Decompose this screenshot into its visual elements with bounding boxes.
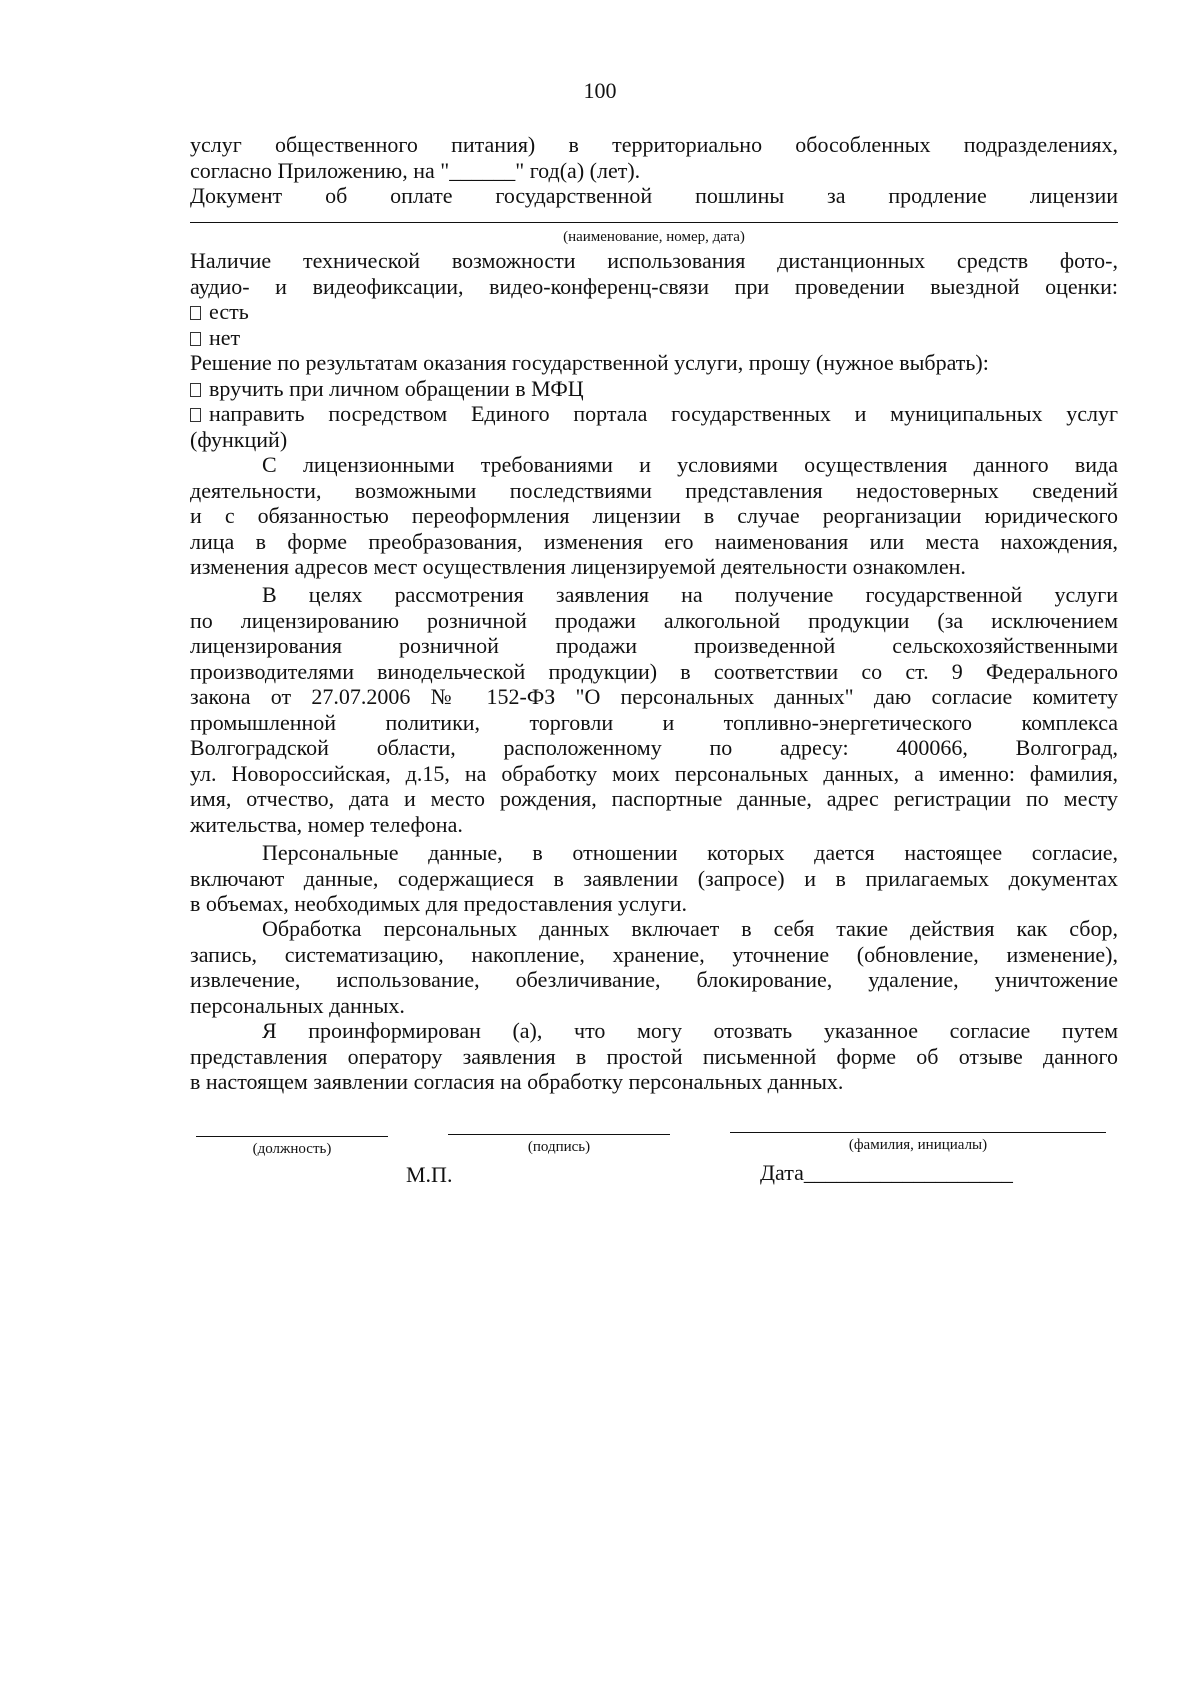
paragraph-withdrawal [190,1018,1118,1095]
text-line: Я проинформирован (а), что могу отозвать указанное согласие путем [262,1018,1118,1043]
text-line: представления оператору заявления в простой письменной форме об отзыве данного [190,1043,1118,1069]
option-portal-label: направить посредством Единого портала государственных и муниципальных услуг [209,401,1118,426]
text-line: запись, систематизацию, накопление, хранение, уточнение (обновление, изменение), [190,941,1118,967]
position-caption: (должность) [252,1141,332,1157]
option-no[interactable] [190,325,1118,351]
text-line: Персональные данные, в отношении которых дается настоящее согласие, [262,840,1118,865]
position-field-line[interactable] [196,1136,388,1137]
text-line: лицензирования розничной продажи произведенной сельскохозяйственными [190,633,1118,658]
text-line: закона от 27.07.2006 № 152-ФЗ "О персональных данных" даю согласие комитету [190,684,1118,709]
stamp-label: М.П. [406,1162,453,1187]
page-number: 100 [583,78,617,103]
option-mfc-label: вручить при личном обращении в МФЦ [209,375,584,401]
intro-line-3: Документ об оплате государственной пошлины за продление лицензии [190,183,1118,208]
text-line: изменения адресов мест осуществления лицензируемой деятельности ознакомлен. [190,554,966,579]
text-line: ул. Новороссийская, д.15, на обработку моих персональных данных, а именно: фамилия, [190,760,1118,786]
tech-line-1: Наличие технической возможности использования дистанционных средств фото-, [190,248,1118,273]
text-line: извлечение, использование, обезличивание, блокирование, удаление, уничтожение [190,967,1118,992]
text-line: по лицензированию розничной продажи алкогольной продукции (за исключением [190,607,1118,633]
tech-block [190,248,1118,452]
text-line: С лицензионными требованиями и условиями осуществления данного вида [262,452,1118,477]
text-line: имя, отчество, дата и место рождения, паспортные данные, адрес регистрации по месту [190,786,1118,811]
checkbox-icon[interactable] [190,408,201,422]
date-blank: ___________________ [803,1160,1013,1185]
option-yes[interactable] [190,299,1118,325]
date-field[interactable] [760,1160,1013,1186]
intro-line-1: услуг общественного питания) в территориально обособленных подразделениях, [190,132,1118,157]
checkbox-icon[interactable] [190,332,201,346]
name-caption: (фамилия, инициалы) [848,1137,988,1153]
intro-block [190,132,1118,209]
tech-line-2: аудио- и видеофиксации, видео-конференц-связи при проведении выездной оценки: [190,273,1118,299]
paragraph-processing [190,916,1118,1018]
text-line: персональных данных. [190,992,405,1018]
checkbox-icon[interactable] [190,383,201,397]
text-line: в настоящем заявлении согласия на обработку персональных данных. [190,1069,844,1094]
option-portal[interactable] [190,401,1118,427]
document-field-caption: (наименование, номер, дата) [563,229,745,245]
text-line: В целях рассмотрения заявления на получение государственной услуги [262,582,1118,607]
text-line: жительства, номер телефона. [190,811,463,837]
document-field-line[interactable] [190,222,1118,223]
text-line: лица в форме преобразования, изменения его наименования или места нахождения, [190,528,1118,554]
text-line: деятельности, возможными последствиями представления недостоверных сведений [190,477,1118,503]
paragraph-acknowledgement [190,452,1118,580]
paragraph-consent [190,582,1118,837]
text-line: промышленной политики, торговли и топливно-энергетического комплекса [190,709,1118,735]
date-label: Дата [760,1160,804,1185]
text-line: в объемах, необходимых для предоставления услуги. [190,891,688,916]
text-line: и с обязанностью переоформления лицензии в случае реорганизации юридического [190,503,1118,528]
option-mfc[interactable] [190,376,1118,402]
option-no-label: нет [209,324,241,350]
option-portal-cont: (функций) [190,426,288,452]
text-line: включают данные, содержащиеся в заявлении (запросе) и в прилагаемых документах [190,865,1118,891]
signature-caption: (подпись) [527,1139,591,1155]
text-line: производителями винодельческой продукции) в соответствии со ст. 9 Федерального [190,658,1118,684]
text-line: Волгоградской области, расположенному по адресу: 400066, Волгоград, [190,735,1118,760]
name-field-line[interactable] [730,1132,1106,1133]
signature-field-line[interactable] [448,1134,670,1135]
checkbox-icon[interactable] [190,306,201,320]
text-line: Обработка персональных данных включает в себя такие действия как сбор, [262,916,1118,941]
decision-heading: Решение по результатам оказания государственной услуги, прошу (нужное выбрать): [190,350,989,375]
option-yes-label: есть [209,299,249,324]
paragraph-personal-data [190,840,1118,917]
intro-line-2: согласно Приложению, на "______" год(а) (лет). [190,157,641,183]
